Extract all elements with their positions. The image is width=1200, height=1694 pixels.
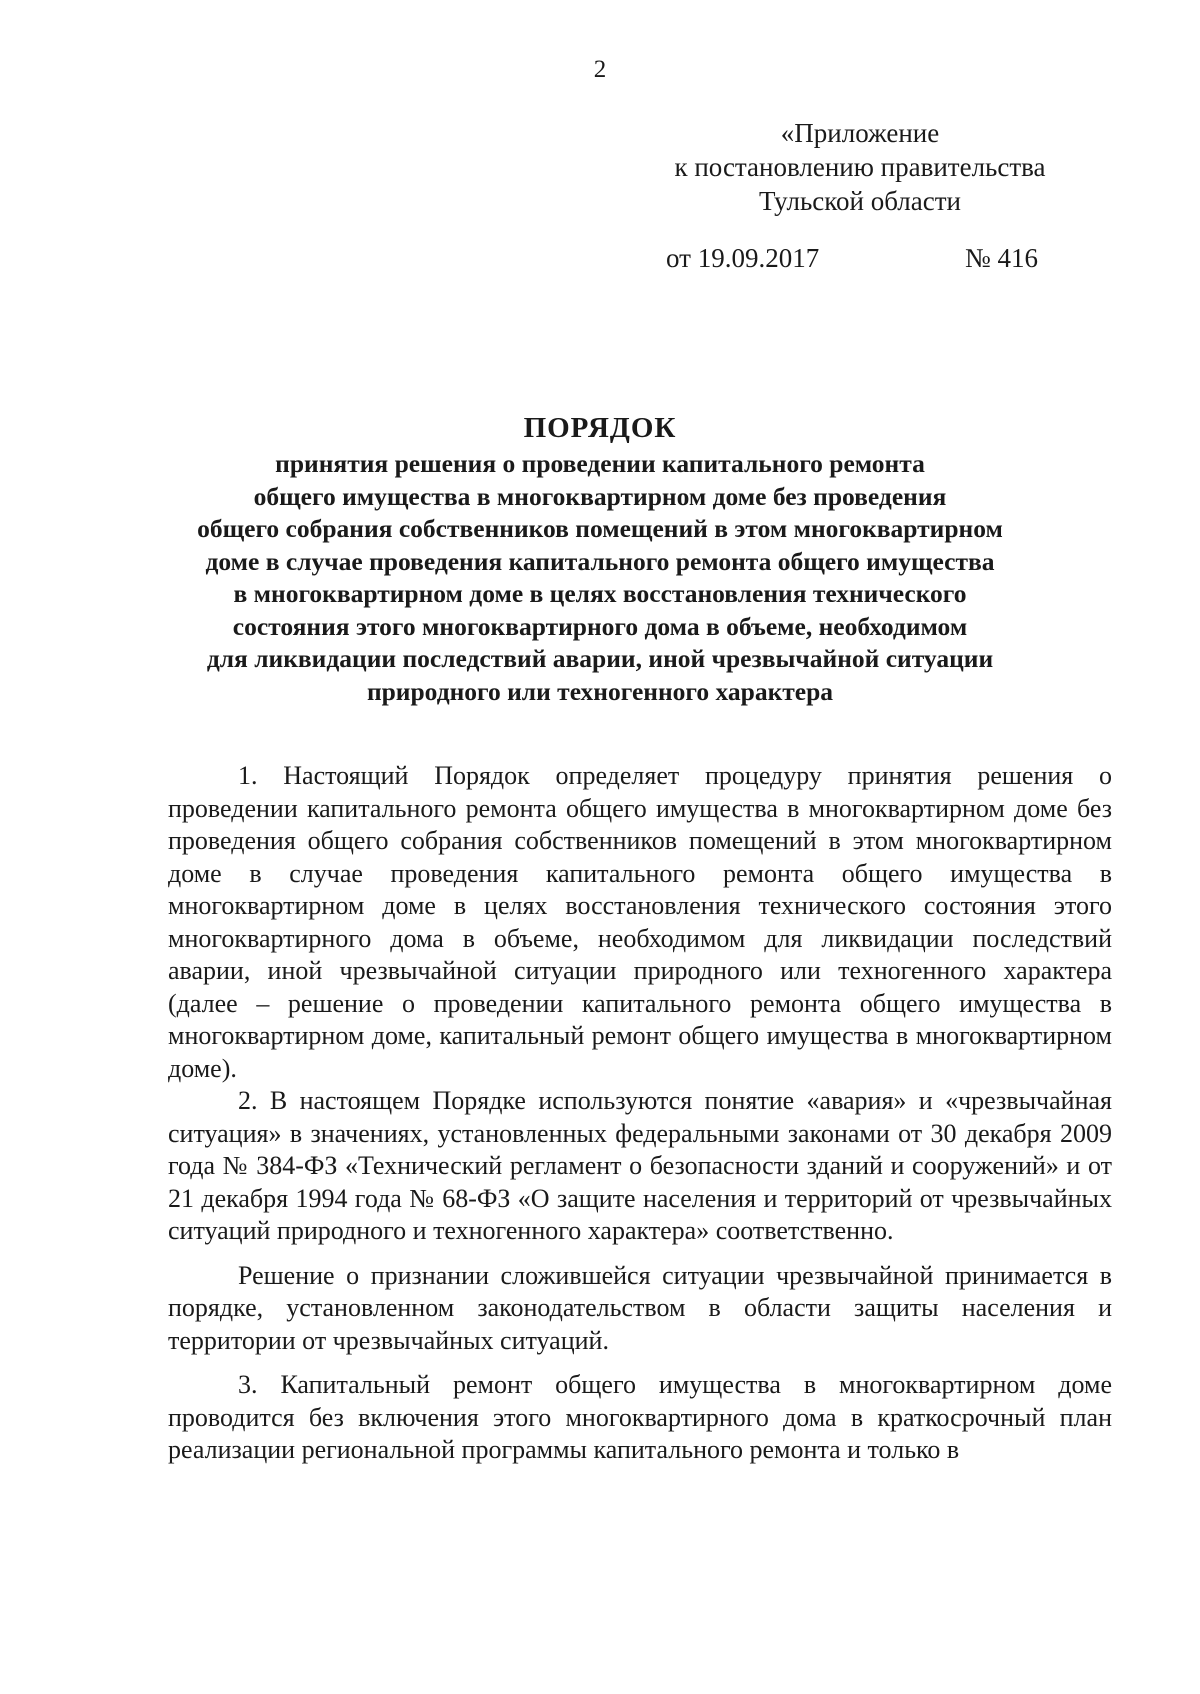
appendix-line: к постановлению правительства bbox=[674, 152, 1046, 182]
appendix-header bbox=[640, 116, 1080, 218]
subtitle-line: состояния этого многоквартирного дома в объеме, необходимом bbox=[232, 611, 968, 641]
paragraph-2: 2. В настоящем Порядке используются понятие «авария» и «чрезвычайная ситуация» в значениях, установленных федеральными законами от 30 декабря 2009 года № 384-ФЗ «Технический регламент о безопасности зданий и сооружений» и от 21 декабря 1994 года № 68-ФЗ «О защите населения и территорий от чрезвычайных ситуаций природного и техногенного характера» соответственно. bbox=[168, 1086, 1112, 1245]
document-body bbox=[168, 760, 1112, 1467]
appendix-line: «Приложение bbox=[780, 118, 940, 148]
paragraph-2-continuation: Решение о признании сложившейся ситуации чрезвычайной принимается в порядке, установленном законодательством в области защиты населения и территории от чрезвычайных ситуаций. bbox=[168, 1260, 1112, 1355]
appendix-date: от 19.09.2017 bbox=[666, 243, 820, 273]
subtitle-line: в многоквартирном доме в целях восстановления технического bbox=[233, 579, 967, 608]
document-title: ПОРЯДОК bbox=[523, 412, 677, 444]
subtitle-line: принятия решения о проведении капитального ремонта bbox=[275, 449, 925, 478]
paragraph-3: 3. Капитальный ремонт общего имущества в многоквартирном доме проводится без включения этого многоквартирного дома в краткосрочный план реализации региональной программы капитального ремонта и только в bbox=[168, 1370, 1112, 1464]
subtitle-line: природного или техногенного характера bbox=[366, 676, 834, 706]
subtitle-line: доме в случае проведения капитального ремонта общего имущества bbox=[205, 546, 995, 576]
appendix-line: Тульской области bbox=[759, 186, 961, 216]
subtitle-line: для ликвидации последствий аварии, иной чрезвычайной ситуации bbox=[206, 644, 994, 673]
subtitle-line: общего имущества в многоквартирном доме без проведения bbox=[253, 481, 947, 511]
page-number: 2 bbox=[593, 56, 607, 83]
subtitle-line: общего собрания собственников помещений в этом многоквартирном bbox=[197, 514, 1003, 543]
appendix-number: № 416 bbox=[965, 243, 1039, 273]
paragraph-1: 1. Настоящий Порядок определяет процедуру принятия решения о проведении капитального ремонта общего имущества в многоквартирном доме без проведения общего собрания собственников помещений в этом многоквартирном доме в случае проведения капитального ремонта общего имущества в многоквартирном доме в целях восстановления технического состояния этого многоквартирного дома в объеме, необходимом для ликвидации последствий аварии, иной чрезвычайной ситуации природного или техногенного характера (далее – решение о проведении капитального ремонта общего имущества в многоквартирном доме, капитальный ремонт общего имущества в многоквартирном доме). bbox=[168, 761, 1112, 1083]
document-subtitle bbox=[150, 448, 1050, 708]
